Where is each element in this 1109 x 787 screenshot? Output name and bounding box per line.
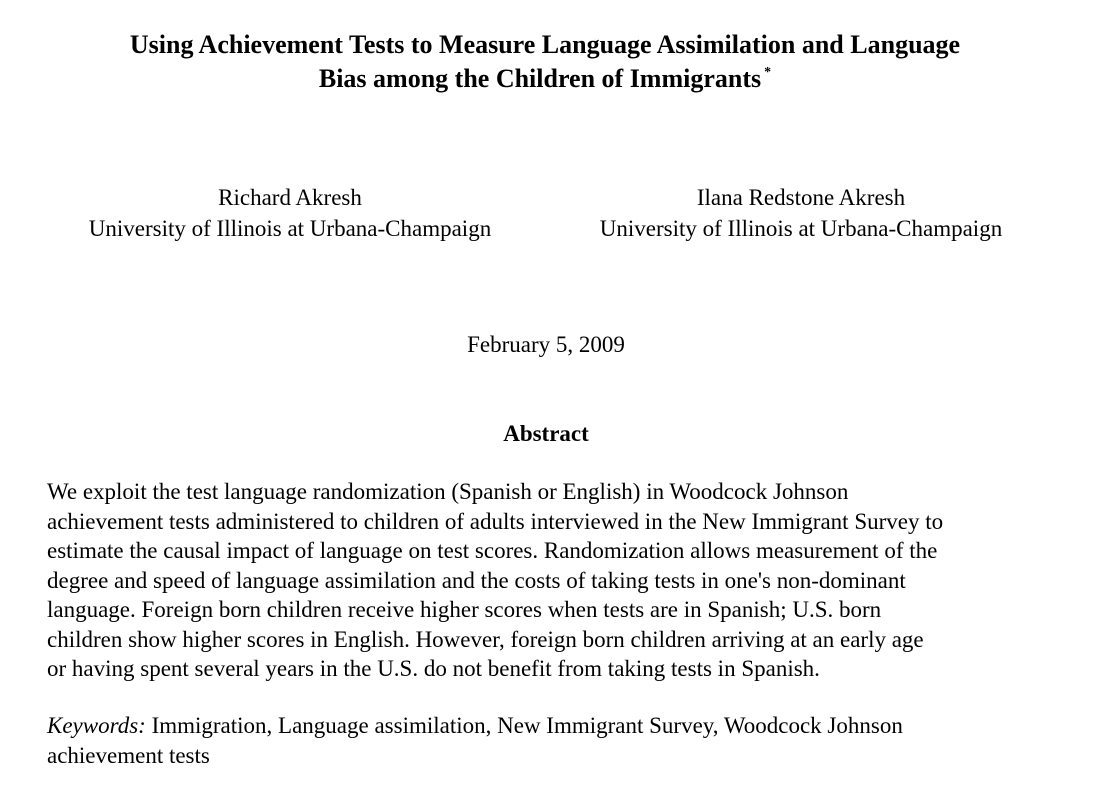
- keywords-label: Keywords:: [47, 713, 146, 738]
- author-name: Ilana Redstone Akresh: [696, 185, 906, 210]
- author-affiliation: University of Illinois at Urbana-Champaign: [599, 216, 1003, 241]
- title-footnote-mark[interactable]: *: [764, 65, 772, 80]
- author-block-2: [551, 182, 1051, 244]
- keywords-line-1: [47, 711, 1077, 741]
- keywords-line-2: achievement tests: [47, 742, 210, 768]
- abstract-line: degree and speed of language assimilation and the costs of taking tests in one's non-dominant: [47, 567, 906, 593]
- abstract-line: or having spent several years in the U.S. do not benefit from taking tests in Spanish.: [47, 656, 820, 681]
- keywords-list: Immigration, Language assimilation, New Immigrant Survey, Woodcock Johnson: [145, 713, 903, 738]
- abstract-line: children show higher scores in English. However, foreign born children arriving at an early age: [47, 626, 924, 652]
- abstract-line: estimate the causal impact of language on test scores. Randomization allows measurement of the: [47, 538, 938, 563]
- author-affiliation: University of Illinois at Urbana-Champaign: [88, 216, 492, 241]
- abstract-line: We exploit the test language randomization (Spanish or English) in Woodcock Johnson: [47, 479, 849, 504]
- abstract-line: achievement tests administered to children of adults interviewed in the New Immigrant Survey to: [47, 508, 944, 534]
- abstract-heading: Abstract: [503, 421, 589, 446]
- title-line-2-text: Bias among the Children of Immigrants: [318, 64, 762, 93]
- abstract-line: language. Foreign born children receive higher scores when tests are in Spanish; U.S. born: [47, 597, 882, 622]
- title-line-2: [0, 62, 1090, 96]
- author-block-1: [40, 182, 540, 244]
- abstract-body: [47, 477, 1077, 684]
- keywords: [47, 711, 1077, 770]
- paper-date: February 5, 2009: [467, 332, 625, 357]
- title-line-1: Using Achievement Tests to Measure Language Assimilation and Language: [129, 30, 961, 59]
- author-name: Richard Akresh: [218, 185, 362, 210]
- paper-title: [0, 28, 1090, 96]
